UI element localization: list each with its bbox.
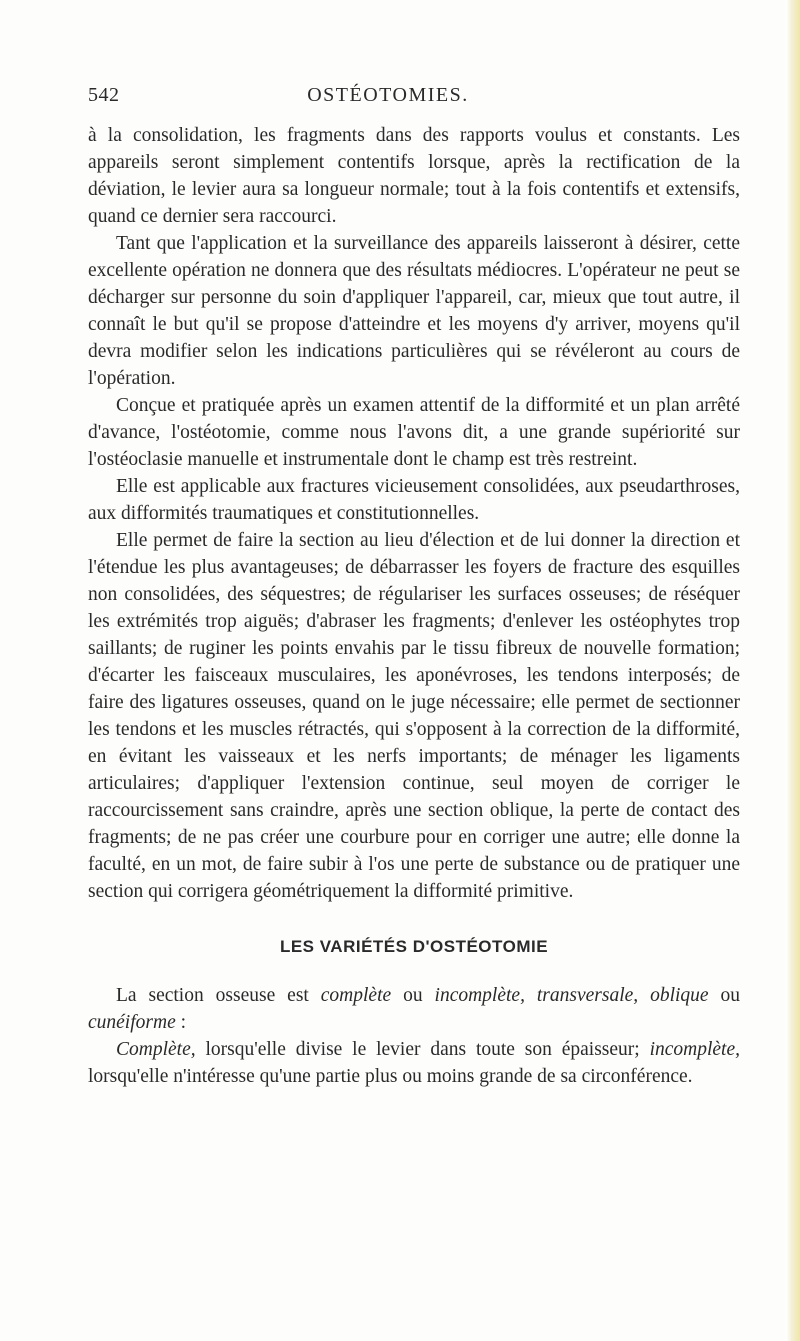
term-cuneiform: cunéiforme	[88, 1012, 176, 1033]
separator: ou	[403, 985, 423, 1006]
page-header	[88, 84, 688, 112]
paragraph: Elle permet de faire la section au lieu d'élection et de lui donner la direction et l'étendue les plus avantageuses; de débarrasser les foyers de fracture des esquilles non consolidées, des séquestres; de régulariser les surfaces osseuses; de réséquer les extrémités trop aiguës; d'abraser les fragments; d'enlever les ostéophytes trop saillants; de ruginer les points envahis par le tissu fibreux de nouvelle formation; d'écarter les faisceaux musculaires, les aponévroses, les tendons interposés; de faire des ligatures osseuses, quand on le juge nécessaire; elle permet de sectionner les tendons et les muscles rétractés, qui s'opposent à la correction de la difformité, en évitant les vaisseaux et les nerfs importants; de ménager les ligaments articulaires; d'appliquer l'extension continue, seul moyen de corriger le raccourcissement sans craindre, après une section oblique, la perte de contact des fragments; de ne pas créer une courbure pour en corriger une autre; elle donne la faculté, en un mot, de faire subir à l'os une perte de substance ou de pratiquer une section qui corrigera géométriquement la difformité primitive.	[88, 530, 740, 902]
paragraph: Elle est applicable aux fractures vicieusement consolidées, aux pseudarthroses, aux difformités traumatiques et constitutionnelles.	[88, 476, 740, 524]
paragraph: à la consolidation, les fragments dans des rapports voulus et constants. Les appareils seront simplement contentifs lorsque, après la rectification de la déviation, le levier aura sa longueur normale; tout à la fois contentifs et extensifs, quand ce dernier sera raccourci.	[88, 125, 740, 227]
page-edge	[786, 0, 800, 1341]
definition-text-incomplete: lorsqu'elle n'intéresse qu'une partie plus ou moins grande de sa circonférence.	[88, 1066, 693, 1087]
paragraph: Tant que l'application et la surveillance des appareils laisseront à désirer, cette excellente opération ne donnera que des résultats médiocres. L'opérateur ne peut se décharger sur personne du soin d'appliquer l'appareil, car, mieux que tout autre, il connaît le but qu'il se propose d'atteindre et les moyens d'y arriver, moyens qu'il devra modifier selon les indications particulières qui se révéleront au cours de l'opération.	[88, 233, 740, 389]
section-title: LES VARIÉTÉS D'OSTÉOTOMIE	[279, 937, 549, 956]
term-list: incomplète, transversale, oblique	[434, 985, 709, 1006]
definition-paragraph	[88, 1036, 740, 1090]
definition-text-complete: lorsqu'elle divise le levier dans toute son épaisseur;	[205, 1039, 640, 1060]
running-title: OSTÉOTOMIES.	[307, 84, 469, 106]
definition-term-complete: Complète,	[116, 1039, 196, 1060]
separator: ou	[720, 985, 741, 1006]
term-complete: complète	[320, 985, 392, 1006]
page-body	[88, 122, 740, 1090]
paragraph: Conçue et pratiquée après un examen attentif de la difformité et un plan arrêté d'avance, l'ostéotomie, comme nous l'avons dit, a une grande supériorité sur l'ostéoclasie manuelle et instrumentale dont le champ est très restreint.	[88, 395, 740, 470]
page-number: 542	[88, 84, 120, 106]
colon: :	[180, 1012, 187, 1033]
definition-term-incomplete: incomplète,	[649, 1039, 741, 1060]
varieties-lead: La section osseuse est	[116, 985, 309, 1006]
varieties-paragraph	[88, 982, 740, 1036]
